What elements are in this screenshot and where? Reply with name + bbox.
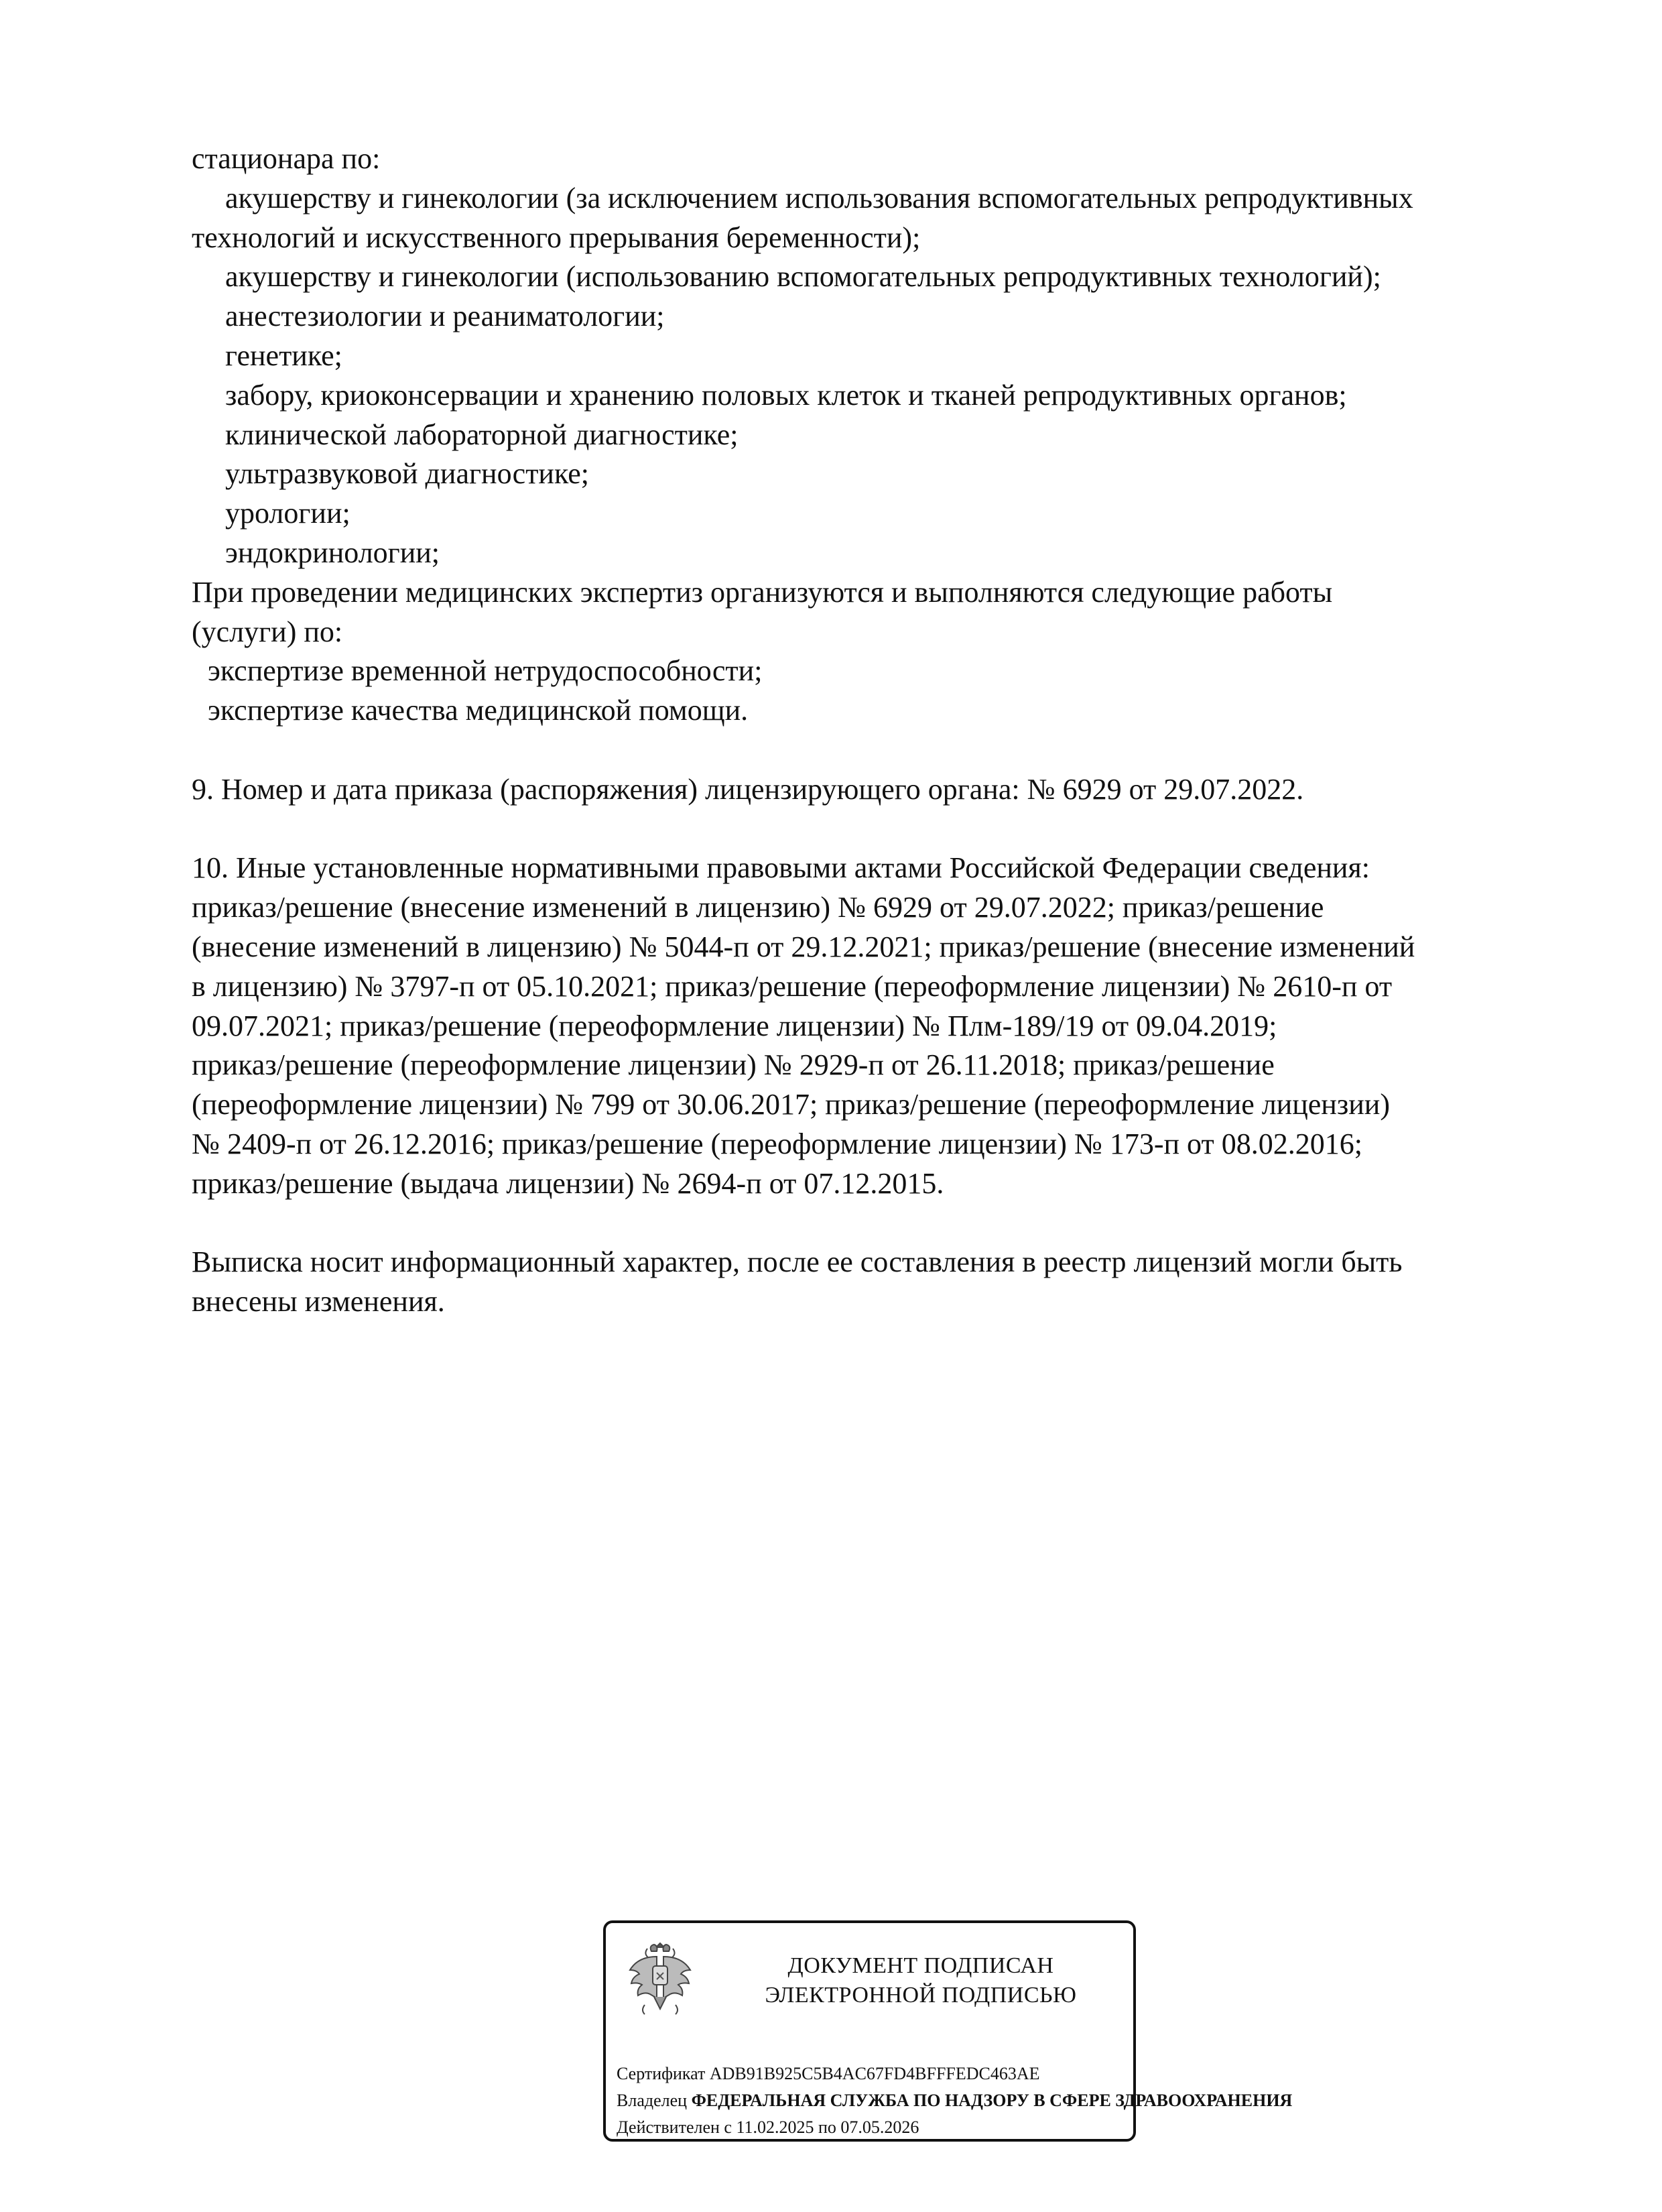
validity-row: Действителен с 11.02.2025 по 07.05.2026: [617, 2117, 919, 2137]
text-line: (внесение изменений в лицензию) № 5044-п от 29.12.2021; приказ/решение (внесение изменений: [192, 930, 1415, 963]
text-line: акушерству и гинекологии (использованию вспомогательных репродуктивных технологий);: [225, 260, 1381, 294]
text-line: 09.07.2021; приказ/решение (переоформление лицензии) № Плм-189/19 от 09.04.2019;: [192, 1009, 1277, 1042]
owner-row: [617, 2087, 1293, 2114]
paragraph-gap: [192, 1204, 1545, 1243]
disclaimer-line: Выписка носит информационный характер, после ее составления в реестр лицензий могли быть: [192, 1245, 1403, 1279]
text-line: забору, криоконсервации и хранению половых клеток и тканей репродуктивных органов;: [225, 378, 1347, 412]
text-line: 10. Иные установленные нормативными правовыми актами Российской Федерации сведения:: [192, 851, 1370, 885]
paragraph-gap: [192, 810, 1545, 849]
stamp-details: [617, 2061, 1293, 2141]
text-line: акушерству и гинекологии (за исключением использования вспомогательных репродуктивных: [225, 181, 1413, 214]
text-line: в лицензию) № 3797-п от 05.10.2021; приказ/решение (переоформление лицензии) № 2610-п от: [192, 969, 1393, 1003]
owner-label: Владелец: [617, 2091, 688, 2110]
text-line: экспертизе качества медицинской помощи.: [208, 694, 749, 727]
double-headed-eagle-emblem-icon: [625, 1938, 696, 2022]
text-line: № 2409-п от 26.12.2016; приказ/решение (переоформление лицензии) № 173-п от 08.02.2016;: [192, 1127, 1362, 1160]
text-line: При проведении медицинских экспертиз организуются и выполняются следующие работы: [192, 575, 1333, 609]
text-line: экспертизе временной нетрудоспособности;: [208, 654, 763, 688]
document-body: [192, 139, 1545, 1322]
electronic-signature-stamp: [603, 1920, 1293, 2142]
text-line: (услуги) по:: [192, 615, 343, 648]
certificate-value: ADB91B925C5B4AC67FD4BFFFEDC463AE: [709, 2064, 1040, 2083]
text-line: эндокринологии;: [225, 536, 440, 569]
text-line: технологий и искусственного прерывания беременности);: [192, 221, 921, 254]
certificate-label: Сертификат: [617, 2064, 706, 2083]
text-line: приказ/решение (выдача лицензии) № 2694-п от 07.12.2015.: [192, 1166, 944, 1200]
text-line: урологии;: [225, 497, 350, 530]
text-line: генетике;: [225, 339, 342, 372]
text-line: приказ/решение (внесение изменений в лицензию) № 6929 от 29.07.2022; приказ/решение: [192, 891, 1324, 924]
text-line: клинической лабораторной диагностике;: [225, 418, 739, 451]
owner-value: ФЕДЕРАЛЬНАЯ СЛУЖБА ПО НАДЗОРУ В СФЕРЕ ЗДРАВООХРАНЕНИЯ: [691, 2091, 1293, 2110]
certificate-row: [617, 2061, 1220, 2087]
stamp-title-line: ЭЛЕКТРОННОЙ ПОДПИСЬЮ: [765, 1983, 1077, 2008]
text-line: приказ/решение (переоформление лицензии) № 2929-п от 26.11.2018; приказ/решение: [192, 1048, 1275, 1082]
text-line: анестезиологии и реаниматологии;: [225, 300, 665, 333]
text-line: стационара по:: [192, 142, 381, 175]
stamp-title-line: ДОКУМЕНТ ПОДПИСАН: [787, 1953, 1054, 1978]
text-line: ультразвуковой диагностике;: [225, 457, 590, 491]
text-line: (переоформление лицензии) № 799 от 30.06.2017; приказ/решение (переоформление лицензии): [192, 1088, 1390, 1121]
paragraph-gap: [192, 731, 1545, 770]
disclaimer-line: внесены изменения.: [192, 1285, 445, 1318]
license-order-line: 9. Номер и дата приказа (распоряжения) лицензирующего органа: № 6929 от 29.07.2022.: [192, 772, 1304, 806]
stamp-title: [720, 1951, 1122, 2010]
